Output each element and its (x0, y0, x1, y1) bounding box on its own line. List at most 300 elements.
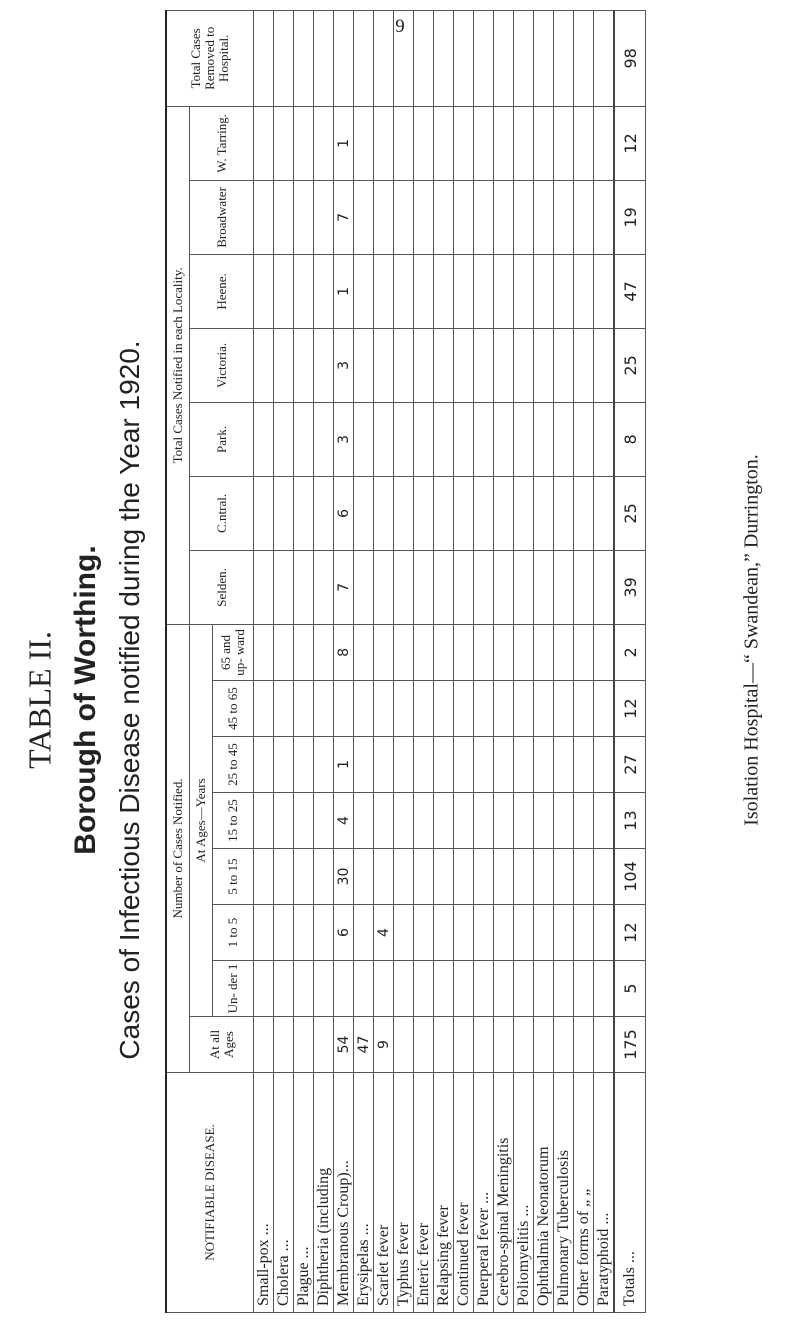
cell-value (514, 180, 534, 254)
cell-value (254, 681, 274, 737)
cell-value (294, 1017, 314, 1073)
cell-value (394, 905, 414, 961)
cell-value (454, 402, 474, 476)
cell-value: 9 (374, 1017, 394, 1073)
cell-value (294, 476, 314, 550)
cell-value (494, 624, 514, 680)
disease-name: Small-pox ... (254, 1073, 274, 1313)
cell-value (554, 961, 574, 1017)
header-all-ages: At all Ages (190, 1017, 254, 1073)
cell-value (454, 849, 474, 905)
cell-value (434, 849, 454, 905)
cell-value: 54 (334, 1017, 354, 1073)
cell-value (554, 793, 574, 849)
cell-value (494, 402, 514, 476)
cell-value (254, 905, 274, 961)
cell-value (494, 681, 514, 737)
table-label: TABLE II. (21, 631, 58, 769)
cell-value (394, 476, 414, 550)
cell-value (534, 476, 554, 550)
cell-value (474, 550, 494, 624)
table-row (514, 10, 534, 1312)
cell-value (274, 681, 294, 737)
cell-value (474, 793, 494, 849)
cell-value: 47 (354, 1017, 374, 1073)
cell-value (494, 476, 514, 550)
cell-value (534, 961, 554, 1017)
cell-value (394, 10, 414, 106)
table-row (294, 10, 314, 1312)
cell-value (374, 681, 394, 737)
table-row (314, 10, 334, 1312)
header-row-1 (166, 10, 190, 1312)
cell-value (514, 328, 534, 402)
header-at-ages: At Ages—Years (190, 624, 213, 1016)
cell-value (514, 550, 534, 624)
cell-value (254, 1017, 274, 1073)
cell-value (414, 550, 434, 624)
cell-value (354, 793, 374, 849)
cell-value (314, 961, 334, 1017)
cell-value (594, 476, 615, 550)
total-cell: 27 (614, 737, 646, 793)
header-age-65-up: 65 and up- ward (213, 624, 254, 680)
cell-value (414, 961, 434, 1017)
cell-value (374, 402, 394, 476)
table-row (334, 10, 354, 1312)
cell-value (554, 180, 574, 254)
cell-value (494, 106, 514, 180)
cell-value (554, 905, 574, 961)
cell-value (274, 849, 294, 905)
cell-value (454, 681, 474, 737)
cell-value (494, 793, 514, 849)
cell-value (434, 550, 454, 624)
cell-value (374, 737, 394, 793)
cell-value (374, 106, 394, 180)
cell-value (534, 106, 554, 180)
cell-value (474, 476, 494, 550)
cell-value (514, 737, 534, 793)
header-victoria: Victoria. (190, 328, 254, 402)
cell-value (374, 550, 394, 624)
cell-value (574, 793, 594, 849)
cell-value (554, 106, 574, 180)
cell-value (414, 180, 434, 254)
cell-value (494, 550, 514, 624)
cell-value (354, 905, 374, 961)
cell-value (414, 402, 434, 476)
cell-value (534, 681, 554, 737)
cell-value: 7 (334, 550, 354, 624)
cell-value (434, 737, 454, 793)
infectious-disease-table (165, 26, 665, 1313)
cell-value (514, 1017, 534, 1073)
cell-value (594, 793, 615, 849)
cell-value (354, 624, 374, 680)
cell-value (554, 550, 574, 624)
cell-value (434, 328, 454, 402)
cell-value (454, 793, 474, 849)
cell-value (414, 681, 434, 737)
cell-value (594, 849, 615, 905)
cell-value: 6 (334, 476, 354, 550)
cell-value (254, 254, 274, 328)
disease-name: Typhus fever (394, 1073, 414, 1313)
cell-value (314, 905, 334, 961)
header-w-tarring: W. Tarring. (190, 106, 254, 180)
cell-value (494, 10, 514, 106)
cell-value (454, 905, 474, 961)
cell-value (534, 10, 554, 106)
table-row (254, 10, 274, 1312)
cell-value (314, 624, 334, 680)
cell-value (554, 10, 574, 106)
cell-value (334, 681, 354, 737)
cell-value (354, 328, 374, 402)
cell-value: 4 (334, 793, 354, 849)
cell-value (514, 10, 534, 106)
cell-value (294, 961, 314, 1017)
cell-value (414, 106, 434, 180)
cell-value (574, 328, 594, 402)
cell-value: 3 (334, 402, 354, 476)
cell-value (574, 254, 594, 328)
cell-value (474, 106, 494, 180)
cell-value (574, 550, 594, 624)
cell-value (414, 624, 434, 680)
cell-value (374, 10, 394, 106)
disease-name: Scarlet fever (374, 1073, 394, 1313)
cell-value (374, 476, 394, 550)
table-row (354, 10, 374, 1312)
cell-value (394, 180, 414, 254)
cell-value (574, 849, 594, 905)
cell-value (294, 328, 314, 402)
cell-value (534, 793, 554, 849)
cell-value (454, 550, 474, 624)
cell-value (454, 737, 474, 793)
cell-value (394, 1017, 414, 1073)
cell-value (274, 402, 294, 476)
cell-value (514, 793, 534, 849)
cell-value (274, 106, 294, 180)
cell-value (594, 328, 615, 402)
disease-name: Paratyphoid ... (594, 1073, 615, 1313)
disease-name: Pulmonary Tuberculosis (554, 1073, 574, 1313)
cell-value (574, 180, 594, 254)
cell-value (274, 10, 294, 106)
cell-value (354, 10, 374, 106)
cell-value (594, 550, 615, 624)
cell-value (314, 849, 334, 905)
cell-value (574, 961, 594, 1017)
cell-value (494, 737, 514, 793)
header-age-1-5: 1 to 5 (213, 905, 254, 961)
cell-value (474, 849, 494, 905)
cell-value (294, 849, 314, 905)
disease-name: Plague ... (294, 1073, 314, 1313)
cell-value (394, 793, 414, 849)
cell-value (414, 849, 434, 905)
cell-value (554, 1017, 574, 1073)
cell-value (534, 254, 554, 328)
total-cell: 13 (614, 793, 646, 849)
header-central: C.ntral. (190, 476, 254, 550)
cell-value (494, 180, 514, 254)
table-row (474, 10, 494, 1312)
header-age-15-25: 15 to 25 (213, 793, 254, 849)
cell-value: 3 (334, 328, 354, 402)
cell-value (374, 849, 394, 905)
cell-value (474, 1017, 494, 1073)
cell-value (434, 793, 454, 849)
cell-value (594, 402, 615, 476)
cell-value (554, 681, 574, 737)
cell-value (414, 737, 434, 793)
cell-value (514, 905, 534, 961)
cell-value (514, 476, 534, 550)
disease-name: Ophthalmia Neonatorum (534, 1073, 554, 1313)
cell-value (394, 550, 414, 624)
cell-value (454, 961, 474, 1017)
cell-value (494, 254, 514, 328)
cell-value (454, 476, 474, 550)
cell-value: 8 (334, 624, 354, 680)
cell-value (294, 254, 314, 328)
cell-value (554, 624, 574, 680)
cell-value (314, 681, 334, 737)
cell-value (454, 328, 474, 402)
cell-value (594, 737, 615, 793)
cell-value (394, 849, 414, 905)
cell-value (474, 180, 494, 254)
cell-value (394, 402, 414, 476)
disease-name: Diphtheria (including (314, 1073, 334, 1313)
cell-value (274, 1017, 294, 1073)
cell-value (574, 106, 594, 180)
cell-value (514, 681, 534, 737)
cell-value (534, 737, 554, 793)
borough-title: Borough of Worthing. (69, 545, 102, 855)
cell-value (374, 254, 394, 328)
cell-value (554, 849, 574, 905)
total-cell: 25 (614, 328, 646, 402)
cell-value (254, 550, 274, 624)
cell-value (394, 961, 414, 1017)
cell-value (294, 905, 314, 961)
cell-value (254, 476, 274, 550)
table-row (574, 10, 594, 1312)
cell-value (254, 10, 274, 106)
cell-value (394, 328, 414, 402)
cell-value (434, 180, 454, 254)
cell-value (594, 905, 615, 961)
table-row (494, 10, 514, 1312)
cell-value (354, 550, 374, 624)
cell-value (374, 328, 394, 402)
cell-value: 6 (334, 905, 354, 961)
cell-value (434, 254, 454, 328)
cell-value (354, 106, 374, 180)
cell-value (394, 624, 414, 680)
cell-value (274, 961, 294, 1017)
disease-name: Cerebro-spinal Meningitis (494, 1073, 514, 1313)
disease-name: Continued fever (454, 1073, 474, 1313)
total-cell: 47 (614, 254, 646, 328)
cell-value (514, 961, 534, 1017)
cell-value (394, 106, 414, 180)
disease-name: Poliomyelitis ... (514, 1073, 534, 1313)
cell-value (534, 849, 554, 905)
cell-value (294, 10, 314, 106)
cell-value (434, 106, 454, 180)
cell-value (414, 905, 434, 961)
cell-value (574, 476, 594, 550)
cell-value (474, 737, 494, 793)
cell-value (474, 624, 494, 680)
header-park: Park. (190, 402, 254, 476)
cell-value (254, 849, 274, 905)
cell-value: 30 (334, 849, 354, 905)
cell-value (494, 849, 514, 905)
table-row (454, 10, 474, 1312)
cell-value (254, 793, 274, 849)
cell-value (554, 737, 574, 793)
cell-value (574, 402, 594, 476)
cell-value (434, 476, 454, 550)
cell-value (534, 402, 554, 476)
cell-value (274, 793, 294, 849)
cell-value (274, 550, 294, 624)
disease-name: Puerperal fever ... (474, 1073, 494, 1313)
header-total-by-locality: Total Cases Notified in each Locality. (166, 106, 190, 624)
total-cell: 19 (614, 180, 646, 254)
cell-value (274, 328, 294, 402)
header-notifiable: NOTIFIABLE DISEASE. (166, 1073, 254, 1313)
header-broadwater: Broadwater (190, 180, 254, 254)
cell-value (294, 737, 314, 793)
cell-value (494, 961, 514, 1017)
cell-value (534, 905, 554, 961)
header-selden: Selden. (190, 550, 254, 624)
cell-value (374, 624, 394, 680)
cell-value (434, 905, 454, 961)
cell-value (474, 905, 494, 961)
cell-value (454, 624, 474, 680)
disease-name: Membranous Croup)... (334, 1073, 354, 1313)
cell-value (254, 737, 274, 793)
cell-value (254, 961, 274, 1017)
cell-value (254, 624, 274, 680)
table-row (594, 10, 615, 1312)
cell-value (594, 1017, 615, 1073)
page-number: 9 (395, 16, 405, 37)
cell-value (594, 180, 615, 254)
cell-value (414, 793, 434, 849)
cell-value (274, 905, 294, 961)
cell-value (554, 254, 574, 328)
cell-value (314, 737, 334, 793)
cell-value (294, 550, 314, 624)
cell-value (514, 254, 534, 328)
cell-value (514, 106, 534, 180)
cell-value (314, 180, 334, 254)
cell-value (354, 476, 374, 550)
disease-name: Cholera ... (274, 1073, 294, 1313)
cell-value (454, 1017, 474, 1073)
cell-value (474, 402, 494, 476)
cell-value (454, 106, 474, 180)
cell-value (594, 106, 615, 180)
cell-value (434, 624, 454, 680)
cell-value (574, 1017, 594, 1073)
cell-value (294, 793, 314, 849)
total-cell: 5 (614, 961, 646, 1017)
cell-value (314, 10, 334, 106)
table-subtitle: Cases of Infectious Disease notified during the Year 1920. (114, 340, 145, 1060)
cell-value (394, 737, 414, 793)
cell-value (374, 793, 394, 849)
cell-value (314, 476, 334, 550)
total-cell: 12 (614, 905, 646, 961)
table-row (414, 10, 434, 1312)
cell-value (314, 254, 334, 328)
cell-value (414, 328, 434, 402)
cell-value (494, 328, 514, 402)
cell-value (434, 402, 454, 476)
cell-value (354, 737, 374, 793)
total-cell: 39 (614, 550, 646, 624)
header-number-notified: Number of Cases Notified. (166, 624, 190, 1072)
cell-value (274, 180, 294, 254)
cell-value (474, 254, 494, 328)
totals-row (614, 10, 646, 1312)
cell-value (494, 1017, 514, 1073)
cell-value (314, 1017, 334, 1073)
cell-value (354, 849, 374, 905)
cell-value (474, 681, 494, 737)
footnote: Isolation Hospital—“ Swandean,” Durrington. (740, 454, 763, 826)
cell-value (294, 681, 314, 737)
total-cell: 12 (614, 681, 646, 737)
cell-value (594, 10, 615, 106)
header-under-1: Un- der 1 (213, 961, 254, 1017)
cell-value (274, 254, 294, 328)
table-row (554, 10, 574, 1312)
table-row (434, 10, 454, 1312)
header-age-25-45: 25 to 45 (213, 737, 254, 793)
cell-value (354, 961, 374, 1017)
cell-value (414, 476, 434, 550)
cell-value: 1 (334, 254, 354, 328)
cell-value (594, 681, 615, 737)
cell-value (374, 180, 394, 254)
cell-value (394, 254, 414, 328)
cell-value (594, 624, 615, 680)
cell-value (334, 961, 354, 1017)
cell-value (274, 624, 294, 680)
cell-value (534, 1017, 554, 1073)
cell-value (394, 681, 414, 737)
cell-value (314, 402, 334, 476)
cell-value (574, 737, 594, 793)
cell-value (514, 402, 534, 476)
cell-value (294, 402, 314, 476)
cell-value (574, 624, 594, 680)
header-heene: Heene. (190, 254, 254, 328)
cell-value (474, 10, 494, 106)
